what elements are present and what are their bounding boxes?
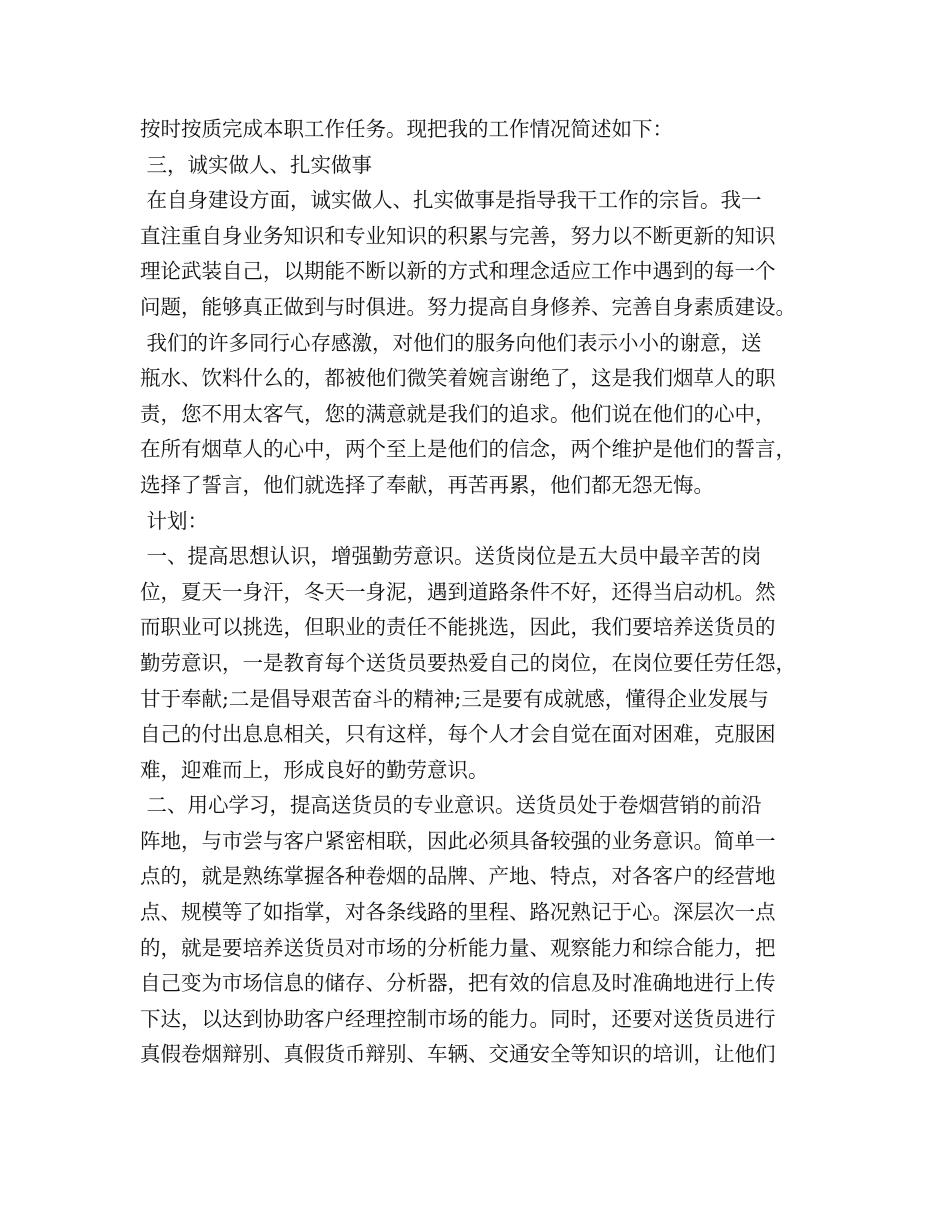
text-line: 直注重自身业务知识和专业知识的积累与完善，努力以不断更新的知识 [140,223,776,248]
text-line: 三，诚实做人、扎实做事 [140,152,373,177]
text-line: 自己的付出息息相关，只有这样，每个人才会自觉在面对困难，克服困 [140,722,776,747]
text-line: 真假卷烟辩别、真假货币辩别、车辆、交通安全等知识的培训，让他们 [140,1042,776,1067]
text-line: 选择了誓言，他们就选择了奉献，再苦再累，他们都无怨无悔。 [140,472,714,497]
text-line: 在自身建设方面，诚实做人、扎实做事是指导我干工作的宗旨。我一 [140,188,762,213]
text-line: 难，迎难而上，形成良好的勤劳意识。 [140,757,489,782]
text-line: 下达，以达到协助客户经理控制市场的能力。同时，还要对送货员进行 [140,1006,776,1031]
text-line: 按时按质完成本职工作任务。现把我的工作情况简述如下： [140,117,673,141]
text-line: 而职业可以挑选，但职业的责任不能挑选，因此，我们要培养送货员的 [140,615,776,640]
text-line: 理论武装自己，以期能不断以新的方式和理念适应工作中遇到的每一个 [140,259,776,284]
text-line: 瓶水、饮料什么的，都被他们微笑着婉言谢绝了，这是我们烟草人的职 [140,366,776,391]
text-line: 二、用心学习，提高送货员的专业意识。送货员处于卷烟营销的前沿 [140,793,762,818]
text-line: 在所有烟草人的心中，两个至上是他们的信念，两个维护是他们的誓言， [140,437,796,462]
text-line: 的，就是要培养送货员对市场的分析能力量、观察能力和综合能力，把 [140,935,776,960]
text-line: 我们的许多同行心存感激，对他们的服务向他们表示小小的谢意，送 [140,330,762,355]
text-line: 责，您不用太客气，您的满意就是我们的追求。他们说在他们的心中， [140,401,776,426]
text-line: 位，夏天一身汗，冬天一身泥，遇到道路条件不好，还得当启动机。然 [140,579,776,604]
text-line: 点的，就是熟练掌握各种卷烟的品牌、产地、特点，对各客户的经营地 [140,864,776,889]
text-line: 一、提高思想认识，增强勤劳意识。送货岗位是五大员中最辛苦的岗 [140,544,762,569]
text-line: 甘于奉献;二是倡导艰苦奋斗的精神;三是要有成就感，懂得企业发展与 [140,686,769,711]
text-line: 计划： [140,508,209,533]
text-line: 勤劳意识，一是教育每个送货员要热爱自己的岗位，在岗位要任劳任怨， [140,650,796,675]
text-line: 阵地，与市尝与客户紧密相联，因此必须具备较强的业务意识。简单一 [140,828,776,853]
text-line: 点、规模等了如指掌，对各条线路的里程、路况熟记于心。深层次一点 [140,900,776,925]
text-line: 自己变为市场信息的储存、分析器，把有效的信息及时准确地进行上传 [140,971,776,996]
document-body [140,112,830,1073]
text-line: 问题，能够真正做到与时俱进。努力提高自身修养、完善自身素质建设。 [140,294,796,319]
